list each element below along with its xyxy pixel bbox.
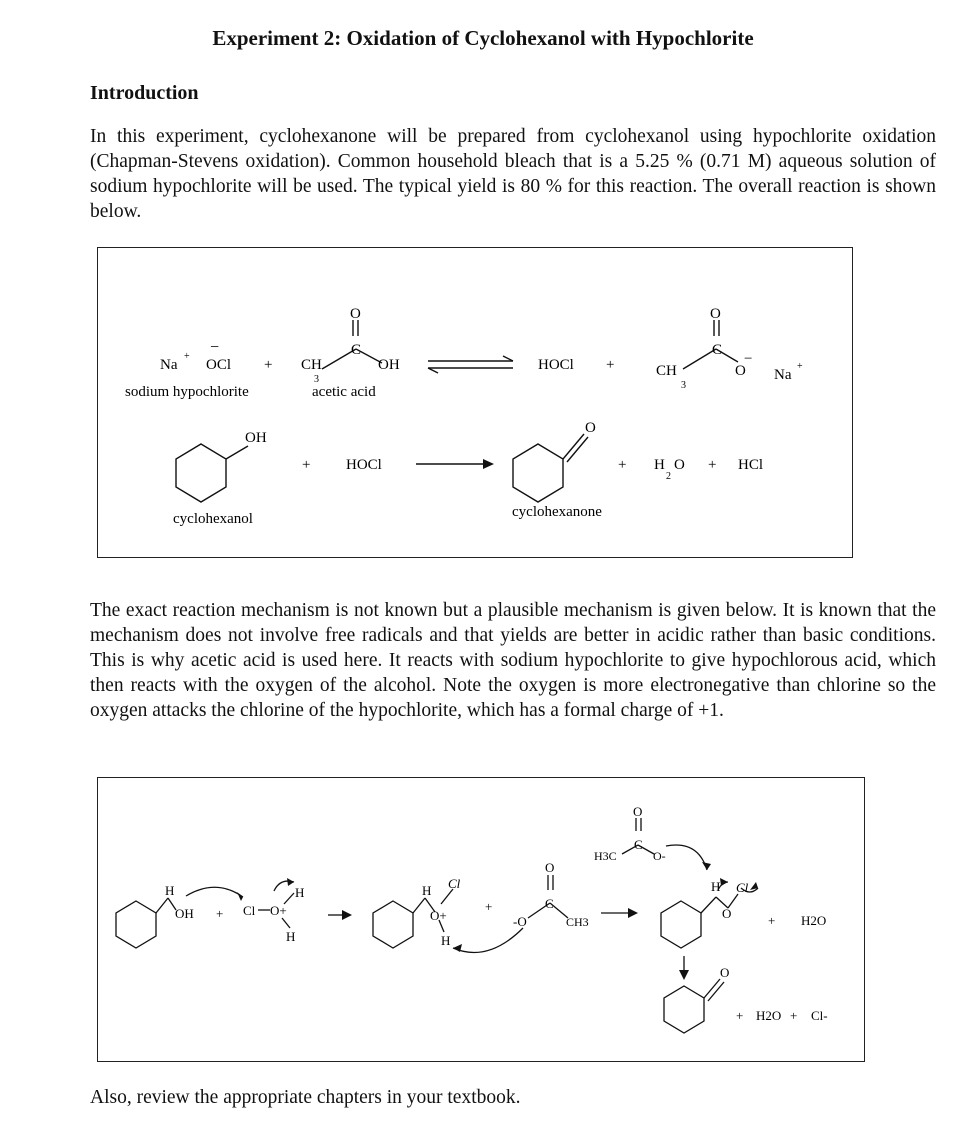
mech-h-5: H (441, 933, 451, 948)
mech-acetate-o: O (545, 860, 555, 875)
mech-acetate-top-c: C (634, 837, 643, 852)
arrow-head-9 (679, 970, 689, 980)
overall-reaction-svg (98, 248, 854, 559)
mech-h2o-2: H2O (756, 1008, 782, 1023)
mech-plus-1: + (216, 906, 224, 921)
arrow-head-5 (628, 908, 638, 918)
cyclohexanone-o: O (585, 420, 596, 436)
acetate-charge: − (744, 351, 753, 367)
hypochlorite-charge: − (210, 339, 220, 356)
closing-paragraph: Also, review the appropriate chapters in your textbook. (90, 1087, 521, 1108)
mech-o-plus-1: O+ (270, 903, 287, 918)
sodium-charge: + (184, 351, 190, 362)
mech-h-4: H (422, 883, 432, 898)
mech-cl-minus: Cl- (811, 1008, 828, 1023)
arrow-head-3 (342, 910, 352, 920)
water-sub2: 2 (666, 471, 671, 482)
sodium-ion-label: Na (160, 357, 178, 373)
arrow-head-1 (237, 892, 243, 901)
mech-acetate-o-minus: -O (513, 914, 527, 929)
section-heading-introduction: Introduction (90, 82, 199, 104)
mechanism-svg (98, 778, 866, 1063)
mech-h3c: H3C (594, 849, 617, 863)
acetate-ch3: CH (656, 363, 677, 379)
mech-h-2: H (295, 885, 305, 900)
mech-acetate-top-o: O (633, 804, 643, 819)
intro-paragraph: In this experiment, cyclohexanone will be prepared from cyclohexanol using hypochlorite oxidation (Chapman-Stevens oxidation). Common household bleach that is a 5.25 % (0.71 M) aqueous solution of sodium hypochlorite will be used. The typical yield is 80 % for this reaction. The overall reaction is shown below. (90, 126, 936, 222)
mech-h-6: H (711, 879, 721, 894)
plus-sign-4: + (618, 457, 627, 473)
sodium-charge-2: + (797, 361, 803, 372)
acetic-acid-ch3: CH (301, 357, 322, 373)
acetic-acid-sub3: 3 (314, 374, 319, 385)
plus-sign-3: + (302, 457, 311, 473)
arrow-head-2 (287, 878, 294, 886)
label-cyclohexanol: cyclohexanol (173, 511, 253, 527)
mech-cl-1: Cl (243, 903, 256, 918)
mech-h-3: H (286, 929, 296, 944)
acetate-carbonyl-o: O (710, 306, 721, 322)
hypochlorite-label: OCl (206, 357, 232, 373)
mechanism-paragraph: The exact reaction mechanism is not known but a plausible mechanism is given below. It is known that the mechanism does not involve free radicals and that yields are better in acidic rather than basic conditions. This is why acetic acid is used here. It reacts with sodium hypochlorite to give hypochlorous acid, which then reacts with the oxygen of the alcohol. Note the oxygen is more electronegative than chlorine so the oxygen attacks the chlorine of the hypochlorite, which has a formal charge of +1. (90, 600, 936, 721)
acetic-acid-carbonyl-o: O (350, 306, 361, 322)
mech-plus-3: + (768, 913, 776, 928)
label-acetic-acid: acetic acid (312, 384, 376, 400)
mech-h2o-1: H2O (801, 913, 827, 928)
acetate-carbon: C (712, 342, 723, 358)
arrow-head-7 (720, 878, 728, 886)
hocl-reagent: HOCl (346, 457, 382, 473)
document-title: Experiment 2: Oxidation of Cyclohexanol with Hypochlorite (212, 26, 754, 50)
mech-o-plus-2: O+ (430, 908, 447, 923)
cyclohexanol-oh: OH (245, 430, 267, 446)
plus-sign-1: + (264, 357, 273, 373)
acetic-acid-carbon: C (351, 342, 362, 358)
reaction-arrow-head (483, 459, 494, 469)
plus-sign-5: + (708, 457, 717, 473)
mech-acetate-c: C (545, 896, 554, 911)
water-h: H (654, 457, 665, 473)
mech-plus-4: + (736, 1008, 744, 1023)
plus-sign-2: + (606, 357, 615, 373)
mech-oh-1: OH (175, 906, 194, 921)
overall-reaction-figure (97, 247, 853, 558)
mech-plus-5: + (790, 1008, 798, 1023)
hocl-product: HOCl (538, 357, 574, 373)
mech-ketone-o: O (720, 965, 730, 980)
label-sodium-hypochlorite: sodium hypochlorite (125, 384, 249, 400)
mech-acetate-ch3: CH3 (566, 915, 589, 929)
mech-cl-2: Cl (448, 876, 461, 891)
mechanism-figure (97, 777, 865, 1062)
acetate-sub3: 3 (681, 380, 686, 391)
mech-h-1: H (165, 883, 175, 898)
mech-cl-3: Cl (736, 880, 749, 895)
acetate-o: O (735, 363, 746, 379)
arrow-head-6 (702, 862, 711, 870)
label-cyclohexanone: cyclohexanone (512, 504, 602, 520)
mech-o-3: O (722, 906, 732, 921)
mech-acetate-top-o-minus: O- (653, 849, 666, 863)
mech-plus-2: + (485, 899, 493, 914)
sodium-ion-label-2: Na (774, 367, 792, 383)
hcl-product: HCl (738, 457, 764, 473)
water-o: O (674, 457, 685, 473)
acetic-acid-oh: OH (378, 357, 400, 373)
